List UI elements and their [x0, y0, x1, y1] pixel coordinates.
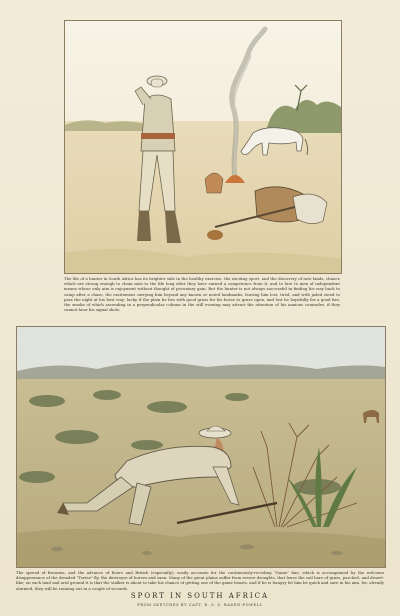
cartridge-belt [141, 133, 175, 139]
illustration-lost-hunter [64, 20, 342, 274]
lost-hunter-scene [65, 21, 341, 273]
water-bottle [207, 230, 223, 240]
left-gaiter [137, 211, 151, 241]
plate-title: SPORT IN SOUTH AFRICA [130, 592, 270, 600]
caption-bottom: The spread of firearms, and the advance of Boers and British (especially), easily accounts for the continuously-receding "Game" line, which is accompanied by the welcome disappearance of the dreaded "Tsetse" fly, the destroyer of horses and oxen. Many of the great plains suffer from severe droughts, that leave the soil bare of grass, parched, and desert-like; on such land and arid ground it is that the stalker is about to take his chance of getting one of the game beasts, and if he is hungry let him be quick and sure in his aim, for, already alarmed, they will be running out in a couple of seconds. [16, 570, 384, 591]
hunter-jacket [141, 95, 175, 151]
caption-top: The life of a hunter in South Africa has its brighter side in the healthy exercise, the exciting sport, and the discovery of new lands, chance which are strong enough to chain men to the life long after they have earned a competence from it, and to lure to men of independent means whose only aim is enjoyment without thought of pecuniary gain. But the hunter is not always successful in finding his way back to camp after a chase, the excitement carrying him beyond any known or noted landmarks, leaving him lost, tired, and with jaded steed to pass the night at his best way; lucky if the plain he lies with good grass for his horse to graze upon, and lost he hopefully for a good fire, the smoke of which ascending in a perpendicular column in the still evening may attract the attention of his anxious comrades, if they cannot hear his signal shots. [64, 276, 340, 313]
small-animal [205, 173, 223, 193]
illustration-stalker [16, 326, 386, 568]
plate-credit: FROM SKETCHES BY CAPT. R. S. S. BADEN-POWELL [137, 603, 263, 607]
stalker-scene [17, 327, 385, 567]
foreground-ground [17, 529, 385, 567]
